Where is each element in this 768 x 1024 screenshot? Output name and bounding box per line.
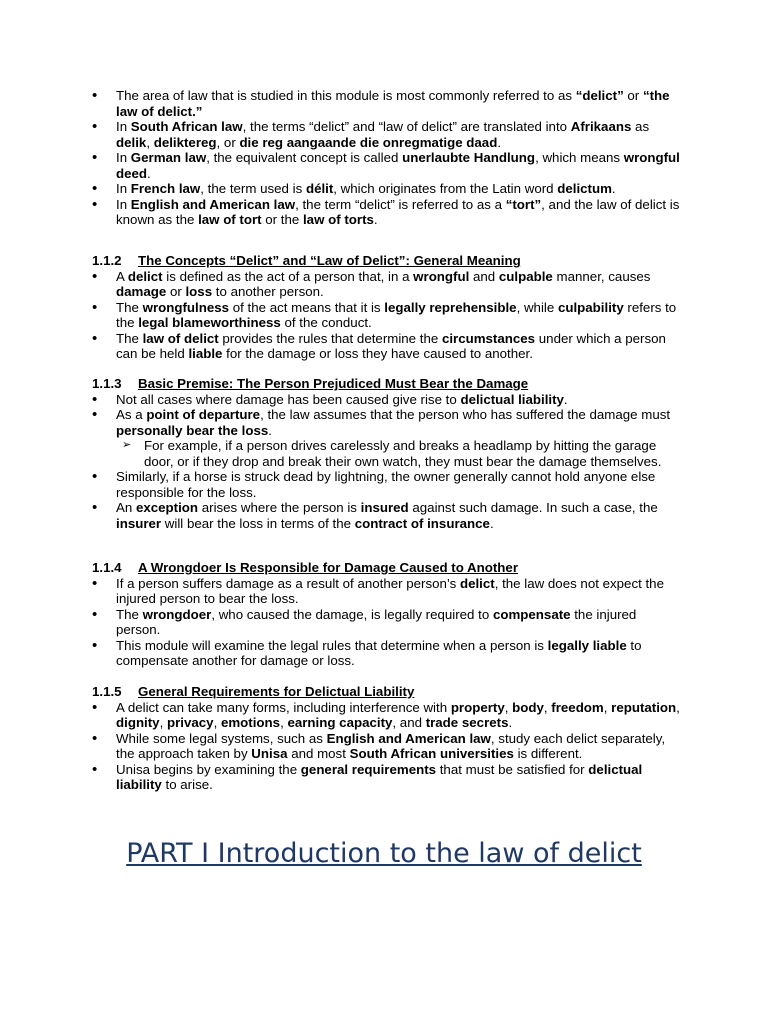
bold-term: delict: [127, 268, 163, 284]
section-bullet-list: [92, 576, 682, 669]
section-title: General Requirements for Delictual Liability: [138, 684, 415, 699]
bold-term: point of departure: [146, 407, 261, 422]
text-run: ,: [159, 715, 167, 730]
bold-term: South African universities: [349, 746, 514, 761]
list-item: [92, 500, 682, 531]
sub-bullet-list: [92, 438, 682, 469]
section-bullet-list: [92, 269, 682, 362]
bold-term: legally reprehensible: [384, 299, 517, 315]
text-run: arises where the person is: [198, 500, 361, 515]
text-run: , which means: [535, 150, 624, 165]
text-run: ,: [213, 715, 221, 730]
text-run: .: [489, 515, 494, 531]
bold-term: wrongful deed: [116, 150, 680, 181]
text-run: Similarly, if a horse is struck dead by lightning, the owner generally cannot hold anyone else responsible for the loss.: [116, 469, 656, 500]
bold-term: “the law of delict.”: [116, 88, 670, 119]
text-run: .: [611, 181, 616, 196]
section-heading: [92, 560, 682, 576]
text-run: , study each delict separately, the approach taken by: [116, 730, 666, 761]
bold-term: Unisa: [251, 746, 288, 761]
bold-term: deliktereg: [153, 134, 217, 150]
text-run: is different.: [513, 746, 583, 761]
text-run: , the terms “delict” and “law of delict” are translated into: [242, 119, 571, 134]
section-heading: [92, 253, 682, 269]
text-run: As a: [116, 407, 147, 422]
bold-term: “tort”: [505, 196, 542, 212]
text-run: .: [497, 134, 502, 150]
text-run: .: [508, 715, 513, 730]
bold-term: compensate: [492, 606, 571, 622]
text-run: and: [469, 268, 499, 284]
text-run: , while: [516, 299, 558, 315]
bold-term: die reg aangaande die onregmatige daad: [239, 134, 498, 150]
bold-term: English and American law: [130, 196, 296, 212]
bold-term: French law: [130, 181, 201, 196]
text-run: The: [116, 330, 143, 346]
bold-term: délit: [305, 181, 334, 196]
bold-term: contract of insurance: [354, 515, 490, 531]
text-run: If a person suffers damage as a result of another person’s: [116, 575, 460, 591]
text-run: of the conduct.: [280, 315, 372, 330]
bold-term: culpability: [557, 299, 624, 315]
part-heading: PART I Introduction to the law of delict: [126, 838, 642, 869]
bold-term: wrongdoer: [142, 606, 212, 622]
section-title: The Concepts “Delict” and “Law of Delict”: General Meaning: [138, 253, 521, 268]
bold-term: South African law: [130, 119, 243, 134]
bold-term: delictual liability: [460, 391, 564, 407]
text-run: While some legal systems, such as: [116, 730, 327, 746]
text-run: This module will examine the legal rules that determine when a person is: [116, 637, 548, 653]
bold-term: personally bear the loss: [116, 422, 269, 438]
section-1-1-5: [92, 684, 682, 793]
bold-term: emotions: [220, 715, 281, 730]
text-run: , the term “delict” is referred to as a: [295, 196, 506, 212]
list-item: [92, 762, 682, 793]
bold-term: delik: [116, 134, 147, 150]
text-run: , the law assumes that the person who has suffered the damage must: [260, 407, 671, 422]
section-number: 1.1.2: [92, 253, 122, 268]
section-1-1-4: [92, 560, 682, 669]
bold-term: legal blameworthiness: [138, 315, 281, 330]
bold-term: loss: [185, 284, 213, 299]
text-run: and most: [287, 746, 350, 761]
bold-term: exception: [135, 500, 199, 515]
text-run: .: [147, 165, 151, 181]
bold-term: insurer: [116, 515, 162, 531]
text-run: of the act means that it is: [229, 299, 385, 315]
list-item: [92, 181, 682, 197]
bold-term: body: [512, 699, 544, 715]
text-run: provides the rules that determine the: [218, 330, 442, 346]
bold-term: Afrikaans: [570, 119, 632, 134]
bold-term: culpable: [498, 268, 553, 284]
bold-term: wrongful: [413, 268, 470, 284]
text-run: ,: [280, 715, 288, 730]
bold-term: wrongfulness: [142, 299, 230, 315]
sub-list-item: [120, 438, 682, 469]
bold-term: delictual liability: [116, 761, 643, 792]
text-run: An: [116, 500, 136, 515]
bold-term: freedom: [551, 699, 604, 715]
text-run: .: [563, 391, 568, 407]
text-run: A delict can take many forms, including interference with: [116, 699, 451, 715]
text-run: ,: [676, 699, 680, 715]
text-run: The: [116, 606, 143, 622]
text-run: the injured person.: [116, 606, 637, 637]
bold-term: law of tort: [198, 212, 262, 227]
text-run: will bear the loss in terms of the: [161, 515, 355, 531]
list-item: [92, 197, 682, 228]
list-item: [92, 638, 682, 669]
text-run: ,: [146, 134, 154, 150]
text-run: In: [116, 196, 131, 212]
text-run: , the term used is: [200, 181, 306, 196]
text-run: In: [116, 181, 131, 196]
list-item: [92, 119, 682, 150]
bold-term: property: [450, 699, 505, 715]
list-item: [92, 150, 682, 181]
section-bullet-list: [92, 392, 682, 532]
text-run: for the damage or loss they have caused to another.: [222, 346, 533, 361]
text-run: against such damage. In such a case, the: [408, 500, 658, 515]
text-run: In: [116, 150, 131, 165]
text-run: to arise.: [161, 777, 213, 792]
text-run: , and: [392, 715, 426, 730]
bold-term: dignity: [116, 715, 160, 730]
text-run: , or: [216, 134, 240, 150]
bold-term: unerlaubte Handlung: [402, 150, 536, 165]
text-run: Unisa begins by examining the: [116, 761, 301, 777]
text-run: , and the law of delict is known as the: [116, 196, 680, 227]
bold-term: “delict”: [575, 88, 624, 103]
bold-term: law of delict: [142, 330, 219, 346]
text-run: The area of law that is studied in this module is most commonly referred to as: [116, 88, 576, 103]
text-run: as: [631, 119, 650, 134]
list-item: [92, 731, 682, 762]
section-heading: [92, 684, 682, 700]
list-item: [92, 392, 682, 408]
text-run: For example, if a person drives carelessly and breaks a headlamp by hitting the garage door, or if they drop and break their own watch, they must bear the damage themselves.: [144, 438, 662, 469]
bold-term: German law: [130, 150, 207, 165]
text-run: , the law does not expect the injured person to bear the loss.: [116, 575, 664, 606]
text-run: that must be satisfied for: [436, 761, 589, 777]
list-item: [92, 607, 682, 638]
section-number: 1.1.3: [92, 376, 122, 391]
list-item: [92, 300, 682, 331]
text-run: or: [623, 88, 643, 103]
list-item: [92, 576, 682, 607]
text-run: or the: [261, 212, 303, 227]
text-run: A: [116, 268, 128, 284]
list-item: [92, 700, 682, 731]
text-run: refers to the: [116, 299, 677, 330]
text-run: , the equivalent concept is called: [206, 150, 403, 165]
bold-term: privacy: [166, 715, 214, 730]
bold-term: circumstances: [441, 330, 536, 346]
text-run: is defined as the act of a person that, in a: [162, 268, 414, 284]
text-run: to another person.: [212, 284, 324, 299]
bold-term: liable: [188, 346, 223, 361]
section-title: Basic Premise: The Person Prejudiced Must Bear the Damage: [138, 376, 529, 391]
bold-term: English and American law: [326, 730, 491, 746]
section-title: A Wrongdoer Is Responsible for Damage Caused to Another: [138, 560, 518, 575]
text-run: , who caused the damage, is legally required to: [211, 606, 493, 622]
bold-term: damage: [116, 284, 167, 299]
text-run: In: [116, 119, 131, 134]
text-run: or: [166, 284, 186, 299]
section-number: 1.1.5: [92, 684, 122, 699]
bold-term: law of torts: [302, 212, 374, 227]
section-1-1-3: [92, 376, 682, 531]
text-run: ,: [603, 699, 612, 715]
bold-term: general requirements: [300, 761, 437, 777]
text-run: ,: [543, 699, 552, 715]
list-item: [92, 88, 682, 119]
bold-term: trade secrets: [425, 715, 509, 730]
bold-term: delictum: [557, 181, 612, 196]
bold-term: insured: [360, 500, 409, 515]
list-item: [92, 407, 682, 438]
text-run: under which a person can be held: [116, 330, 666, 361]
section-1-1-2: [92, 253, 682, 362]
text-run: .: [373, 212, 378, 227]
list-item: [92, 469, 682, 500]
section-heading: [92, 376, 682, 392]
list-item: [92, 331, 682, 362]
bold-term: delict: [459, 575, 495, 591]
bold-term: earning capacity: [287, 715, 393, 730]
list-item: [92, 269, 682, 300]
text-run: to compensate another for damage or loss.: [116, 637, 642, 668]
section-bullet-list: [92, 700, 682, 793]
text-run: manner, causes: [552, 268, 651, 284]
intro-bullet-list: [92, 88, 682, 228]
text-run: Not all cases where damage has been caused give rise to: [116, 391, 461, 407]
bold-term: legally liable: [547, 637, 627, 653]
text-run: .: [268, 422, 272, 438]
section-number: 1.1.4: [92, 560, 122, 575]
text-run: , which originates from the Latin word: [333, 181, 558, 196]
text-run: The: [116, 299, 143, 315]
bold-term: reputation: [611, 699, 677, 715]
text-run: ,: [504, 699, 513, 715]
